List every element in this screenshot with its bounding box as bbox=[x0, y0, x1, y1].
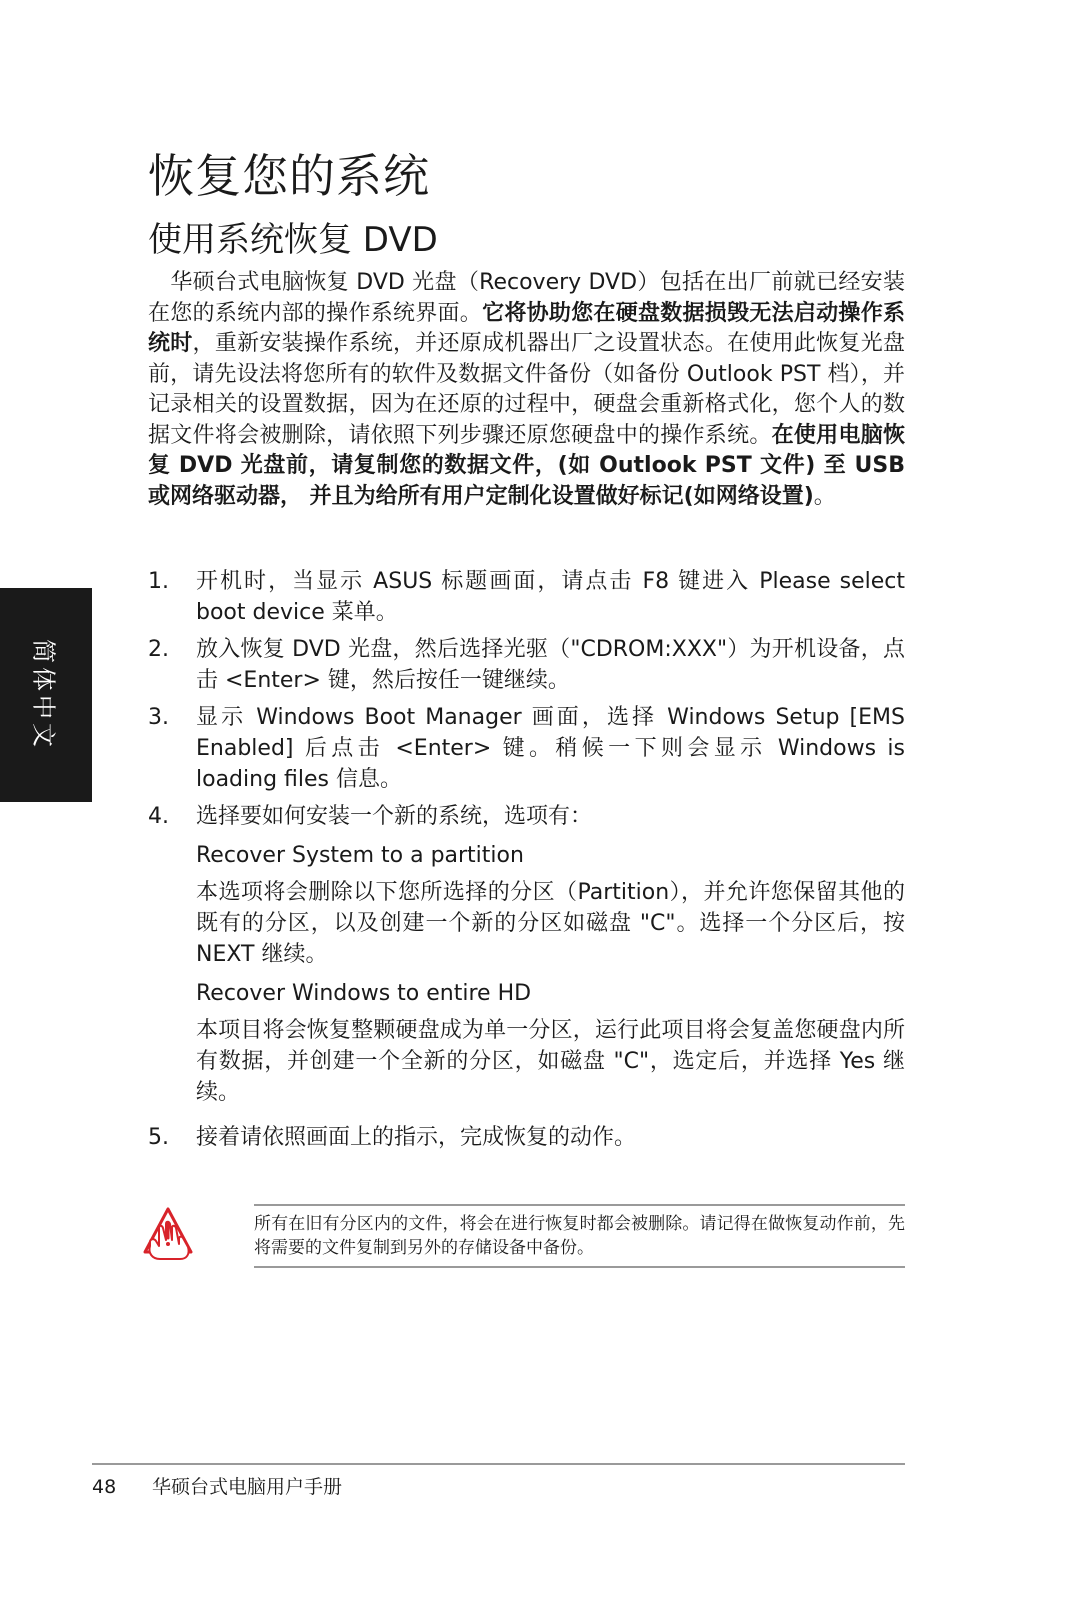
footer-rule bbox=[92, 1463, 905, 1465]
language-side-tab bbox=[0, 588, 92, 802]
step-2 bbox=[148, 634, 905, 696]
step-number: 2. bbox=[148, 637, 169, 662]
intro-bold-2: 在使用电脑恢复 DVD 光盘前，请复制您的数据文件，(如 Outlook PST 文件) 至 USB 或网络驱动器， 并且为给所有用户定制化设置做好标记(如网络设置) bbox=[148, 422, 905, 509]
manual-title: 华硕台式电脑用户手册 bbox=[152, 1476, 343, 1498]
step-1 bbox=[148, 566, 905, 628]
intro-text-2: ，重新安装操作系统，并还原成机器出厂之设置状态。在使用此恢复光盘前，请先设法将您所有的软件及数据文件备份（如备份 Outlook PST 档），并记录相关的设置数据，因为在还原的过程中，硬盘会重新格式化，您个人的数据文件将会被删除，请依照下列步骤还原您硬盘中的操作系统。 bbox=[148, 331, 905, 448]
option-title-partition: Recover System to a partition bbox=[196, 843, 524, 868]
steps-list bbox=[148, 566, 905, 1153]
step-text: 接着请依照画面上的指示，完成恢复的动作。 bbox=[196, 1125, 637, 1150]
intro-bold-1: 它将协助您在硬盘数据损毁无法启动操作系统时 bbox=[148, 300, 905, 356]
page-number: 48 bbox=[92, 1476, 117, 1498]
option-desc-entire-hd: 本项目将会恢复整颗硬盘成为单一分区，运行此项目将会复盖您硬盘内所有数据，并创建一个全新的分区，如磁盘 "C"，选定后，并选择 Yes 继续。 bbox=[196, 1018, 905, 1105]
step-4 bbox=[148, 801, 905, 1108]
step-3 bbox=[148, 702, 905, 795]
step-text: 开机时，当显示 ASUS 标题画面，请点击 F8 键进入 Please select boot device 菜单。 bbox=[196, 569, 905, 625]
step-number: 4. bbox=[148, 804, 169, 829]
warning-hand-icon bbox=[142, 1206, 194, 1262]
section-title: 使用系统恢复 DVD bbox=[148, 220, 438, 260]
warning-note bbox=[142, 1200, 905, 1270]
warning-bottom-rule bbox=[254, 1266, 905, 1268]
page-title: 恢复您的系统 bbox=[148, 149, 430, 203]
warning-text: 所有在旧有分区内的文件，将会在进行恢复时都会被删除。请记得在做恢复动作前，先将需要的文件复制到另外的存储设备中备份。 bbox=[254, 1214, 905, 1258]
intro-paragraph bbox=[148, 268, 905, 512]
step-number: 3. bbox=[148, 705, 169, 730]
step-text: 放入恢复 DVD 光盘，然后选择光驱（"CDROM:XXX"）为开机设备，点击 <Enter> 键，然后按任一键继续。 bbox=[196, 637, 905, 693]
step-text: 选择要如何安装一个新的系统，选项有： bbox=[196, 804, 593, 829]
intro-text-3: 。 bbox=[813, 483, 836, 509]
option-title-entire-hd: Recover Windows to entire HD bbox=[196, 981, 532, 1006]
intro-text-1: 华硕台式电脑恢复 DVD 光盘（Recovery DVD）包括在出厂前就已经安装在您的系统内部的操作系统界面。 bbox=[148, 270, 905, 326]
step-number: 1. bbox=[148, 569, 169, 594]
step-text: 显示 Windows Boot Manager 画面，选择 Windows Setup [EMS Enabled] 后点击 <Enter> 键。稍候一下则会显示 Windows is loading files 信息。 bbox=[196, 705, 905, 792]
page-footer bbox=[92, 1472, 342, 1499]
step-number: 5. bbox=[148, 1125, 169, 1150]
language-tab-label: 简体中文 bbox=[29, 639, 58, 751]
option-desc-partition: 本选项将会删除以下您所选择的分区（Partition），并允许您保留其他的既有的分区，以及创建一个新的分区如磁盘 "C"。选择一个分区后，按 NEXT 继续。 bbox=[196, 880, 905, 967]
step-5 bbox=[148, 1122, 905, 1153]
warning-top-rule bbox=[254, 1204, 905, 1206]
